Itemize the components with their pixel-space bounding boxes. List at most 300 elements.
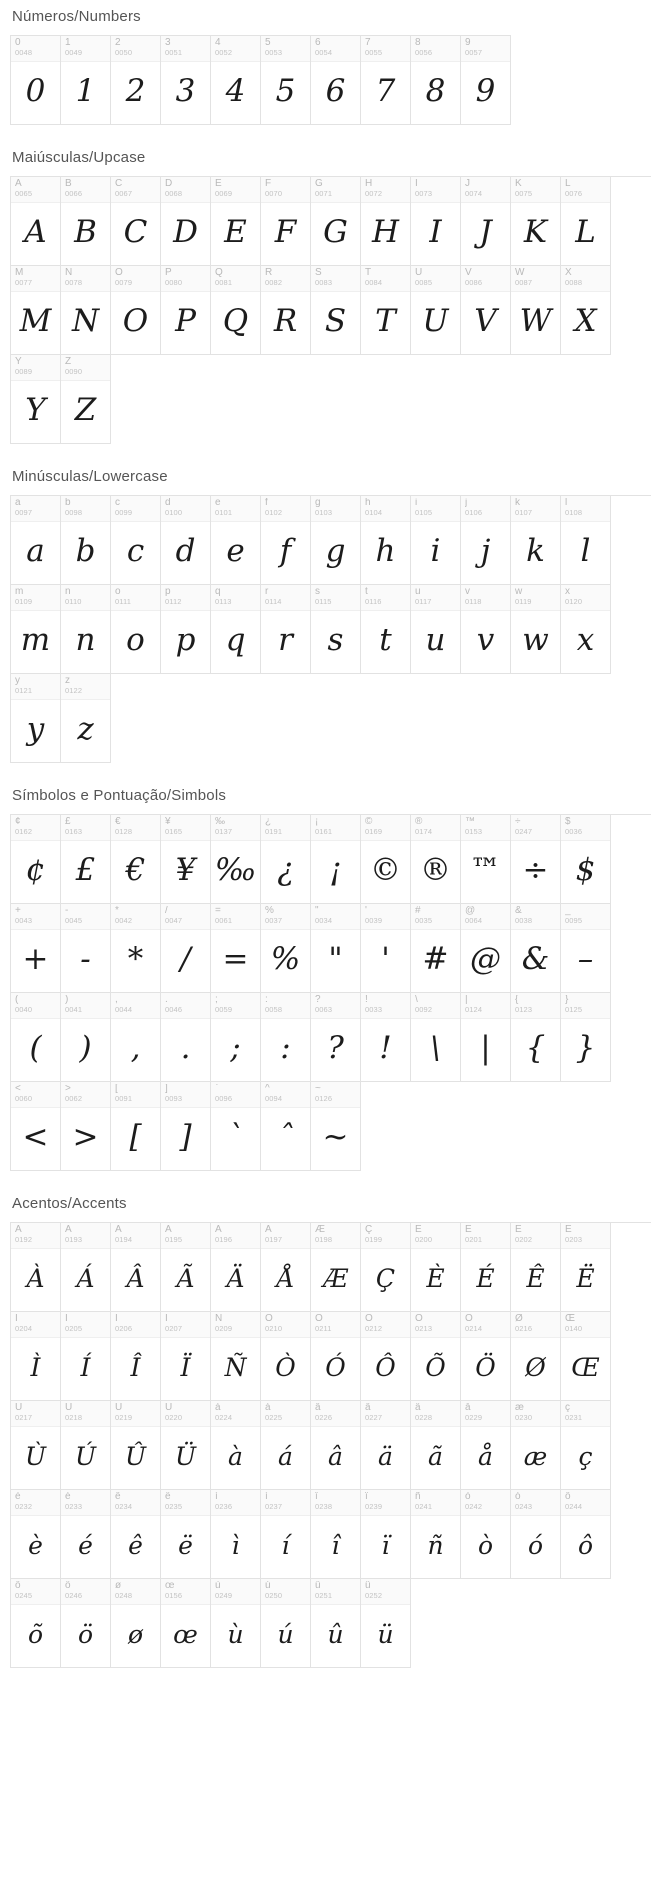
glyph-cell[interactable] [511, 1312, 561, 1401]
glyph-code-label: 0061 [215, 916, 233, 925]
glyph-cell[interactable] [11, 815, 61, 904]
glyph-preview: î [331, 1530, 340, 1560]
glyph-preview: Œ [571, 1352, 600, 1382]
glyph-cell[interactable] [361, 496, 411, 585]
glyph-code-label: 0109 [15, 597, 33, 606]
glyph-cell[interactable] [211, 1312, 261, 1401]
glyph-char-label: Â [115, 1225, 122, 1235]
glyph-cell[interactable] [261, 815, 311, 904]
glyph-preview: b [75, 533, 96, 569]
glyph-header [111, 36, 160, 62]
glyph-preview: & [521, 941, 550, 977]
glyph-cell[interactable] [111, 496, 161, 585]
glyph-cell[interactable] [161, 1579, 211, 1668]
glyph-cell[interactable] [11, 1401, 61, 1490]
glyph-code-label: 0098 [65, 508, 83, 517]
glyph-header [211, 993, 260, 1019]
glyph-preview: Ä [226, 1263, 245, 1293]
glyph-cell[interactable] [61, 177, 111, 266]
glyph-code-label: 0039 [365, 916, 383, 925]
glyph-cell[interactable] [411, 585, 461, 674]
glyph-cell[interactable] [111, 993, 161, 1082]
glyph-grid [10, 35, 511, 125]
glyph-cell[interactable] [61, 1223, 111, 1312]
glyph-cell[interactable] [311, 904, 361, 993]
glyph-header [261, 1223, 310, 1249]
glyph-code-label: 0243 [515, 1502, 533, 1511]
glyph-header [211, 1579, 260, 1605]
glyph-cell[interactable] [411, 1312, 461, 1401]
glyph-grid [10, 495, 651, 763]
glyph-grid [10, 1222, 651, 1668]
glyph-cell[interactable] [211, 904, 261, 993]
glyph-preview: á [278, 1441, 293, 1471]
glyph-code-label: 0036 [565, 827, 583, 836]
glyph-cell[interactable] [61, 496, 111, 585]
glyph-cell[interactable] [311, 496, 361, 585]
glyph-header [61, 36, 110, 62]
glyph-char-label: q [215, 587, 221, 597]
glyph-preview: ú [277, 1619, 294, 1649]
glyph-cell[interactable] [361, 585, 411, 674]
glyph-char-label: E [215, 179, 222, 189]
glyph-char-label: ® [415, 817, 423, 827]
glyph-cell[interactable] [361, 993, 411, 1082]
glyph-cell[interactable] [161, 496, 211, 585]
glyph-cell[interactable] [261, 496, 311, 585]
glyph-header [61, 355, 110, 381]
glyph-header [61, 815, 110, 841]
glyph-char-label: L [565, 179, 571, 189]
glyph-cell[interactable] [461, 266, 511, 355]
glyph-char-label: ' [365, 906, 367, 916]
glyph-cell[interactable] [161, 266, 211, 355]
glyph-code-label: 0247 [515, 827, 533, 836]
glyph-cell[interactable] [161, 36, 211, 125]
glyph-cell[interactable] [311, 815, 361, 904]
glyph-cell[interactable] [311, 1401, 361, 1490]
glyph-cell[interactable] [161, 993, 211, 1082]
glyph-cell[interactable] [261, 266, 311, 355]
glyph-cell[interactable] [311, 1223, 361, 1312]
glyph-preview: û [327, 1619, 344, 1649]
glyph-code-label: 0063 [315, 1005, 333, 1014]
glyph-cell[interactable] [111, 1490, 161, 1579]
glyph-code-label: 0137 [215, 827, 233, 836]
glyph-preview: ® [420, 852, 451, 888]
glyph-cell[interactable] [11, 1490, 61, 1579]
glyph-header [11, 1082, 60, 1108]
glyph-cell[interactable] [211, 1223, 261, 1312]
glyph-preview: V [474, 303, 497, 339]
glyph-cell[interactable] [211, 496, 261, 585]
glyph-cell[interactable] [11, 496, 61, 585]
glyph-cell[interactable] [61, 266, 111, 355]
glyph-cell[interactable] [461, 36, 511, 125]
glyph-header [561, 1490, 610, 1516]
glyph-code-label: 0067 [115, 189, 133, 198]
glyph-cell[interactable] [11, 177, 61, 266]
glyph-code-label: 0128 [115, 827, 133, 836]
glyph-cell[interactable] [11, 266, 61, 355]
glyph-cell[interactable] [511, 266, 561, 355]
glyph-char-label: Í [65, 1314, 68, 1324]
section-title: Maiúsculas/Upcase [12, 149, 146, 166]
glyph-code-label: 0211 [315, 1324, 332, 1333]
glyph-cell[interactable] [311, 1579, 361, 1668]
glyph-cell[interactable] [511, 1490, 561, 1579]
glyph-header [11, 674, 60, 700]
glyph-cell[interactable] [561, 1312, 611, 1401]
glyph-preview: Ó [325, 1352, 346, 1382]
glyph-preview: È [426, 1263, 445, 1293]
glyph-cell[interactable] [61, 36, 111, 125]
glyph-cell[interactable] [411, 266, 461, 355]
glyph-code-label: 0244 [565, 1502, 583, 1511]
glyph-cell[interactable] [61, 815, 111, 904]
glyph-cell[interactable] [61, 1082, 111, 1171]
glyph-char-label: d [165, 498, 171, 508]
glyph-char-label: À [15, 1225, 22, 1235]
glyph-code-label: 0064 [465, 916, 483, 925]
glyph-preview: ü [377, 1619, 394, 1649]
glyph-cell[interactable] [61, 674, 111, 763]
glyph-cell[interactable] [161, 1401, 211, 1490]
glyph-cell[interactable] [311, 585, 361, 674]
glyph-cell[interactable] [411, 815, 461, 904]
glyph-cell[interactable] [261, 585, 311, 674]
glyph-cell[interactable] [411, 1490, 461, 1579]
glyph-char-label: g [315, 498, 321, 508]
glyph-cell[interactable] [211, 815, 261, 904]
glyph-preview: r [278, 622, 293, 658]
glyph-cell[interactable] [311, 1490, 361, 1579]
glyph-cell[interactable] [211, 266, 261, 355]
glyph-cell[interactable] [511, 815, 561, 904]
glyph-preview: ¥ [175, 852, 196, 888]
glyph-header [161, 1082, 210, 1108]
glyph-header [11, 585, 60, 611]
glyph-cell[interactable] [111, 1082, 161, 1171]
glyph-cell[interactable] [111, 1223, 161, 1312]
glyph-char-label: * [115, 906, 119, 916]
glyph-code-label: 0072 [365, 189, 383, 198]
glyph-cell[interactable] [261, 36, 311, 125]
glyph-cell[interactable] [261, 1490, 311, 1579]
glyph-cell[interactable] [111, 266, 161, 355]
glyph-cell[interactable] [61, 1401, 111, 1490]
glyph-cell[interactable] [461, 1312, 511, 1401]
glyph-header [511, 993, 560, 1019]
glyph-cell[interactable] [511, 1223, 561, 1312]
glyph-char-label: ë [165, 1492, 171, 1502]
glyph-char-label: Ö [465, 1314, 473, 1324]
glyph-cell[interactable] [411, 496, 461, 585]
glyph-preview: 6 [325, 73, 346, 109]
glyph-cell[interactable] [511, 177, 561, 266]
glyph-code-label: 0077 [15, 278, 33, 287]
glyph-cell[interactable] [461, 815, 511, 904]
glyph-header [61, 585, 110, 611]
glyph-cell[interactable] [211, 1082, 261, 1171]
glyph-cell[interactable] [211, 177, 261, 266]
glyph-cell[interactable] [261, 1312, 311, 1401]
glyph-char-label: ø [115, 1581, 122, 1591]
glyph-char-label: > [65, 1084, 71, 1094]
glyph-cell[interactable] [461, 993, 511, 1082]
glyph-preview: - [80, 941, 91, 977]
glyph-cell[interactable] [411, 1223, 461, 1312]
glyph-cell[interactable] [511, 496, 561, 585]
glyph-cell[interactable] [61, 585, 111, 674]
glyph-cell[interactable] [161, 815, 211, 904]
glyph-cell[interactable] [361, 815, 411, 904]
glyph-header [61, 1401, 110, 1427]
glyph-preview: 3 [175, 73, 196, 109]
glyph-cell[interactable] [311, 177, 361, 266]
glyph-preview: Â [126, 1263, 145, 1293]
glyph-preview: # [422, 941, 449, 977]
glyph-cell[interactable] [361, 1490, 411, 1579]
glyph-char-label: / [165, 906, 168, 916]
glyph-cell[interactable] [561, 1490, 611, 1579]
glyph-cell[interactable] [361, 1579, 411, 1668]
glyph-cell[interactable] [361, 1223, 411, 1312]
glyph-char-label: k [515, 498, 520, 508]
glyph-cell[interactable] [511, 904, 561, 993]
glyph-preview: > [72, 1119, 99, 1155]
glyph-cell[interactable] [561, 904, 611, 993]
glyph-cell[interactable] [11, 674, 61, 763]
glyph-cell[interactable] [261, 1401, 311, 1490]
glyph-header [311, 1579, 360, 1605]
glyph-cell[interactable] [311, 266, 361, 355]
glyph-preview: : [280, 1030, 291, 1066]
glyph-cell[interactable] [161, 904, 211, 993]
glyph-header [461, 1223, 510, 1249]
glyph-cell[interactable] [211, 1401, 261, 1490]
glyph-preview: O [122, 303, 149, 339]
glyph-header [61, 266, 110, 292]
glyph-cell[interactable] [11, 1223, 61, 1312]
glyph-cell[interactable] [561, 496, 611, 585]
glyph-cell[interactable] [561, 266, 611, 355]
glyph-preview: Ñ [224, 1352, 247, 1382]
glyph-header [161, 177, 210, 203]
glyph-cell[interactable] [161, 585, 211, 674]
glyph-cell[interactable] [261, 904, 311, 993]
glyph-code-label: 0103 [315, 508, 333, 517]
glyph-cell[interactable] [111, 585, 161, 674]
glyph-char-label: D [165, 179, 173, 189]
glyph-char-label: © [365, 817, 373, 827]
glyph-cell[interactable] [461, 496, 511, 585]
glyph-cell[interactable] [11, 585, 61, 674]
glyph-preview: ÷ [522, 852, 549, 888]
glyph-header [161, 815, 210, 841]
glyph-char-label: ò [465, 1492, 471, 1502]
glyph-code-label: 0237 [265, 1502, 283, 1511]
glyph-cell[interactable] [511, 993, 561, 1082]
glyph-code-label: 0044 [115, 1005, 133, 1014]
glyph-cell[interactable] [111, 36, 161, 125]
glyph-cell[interactable] [61, 1490, 111, 1579]
glyph-cell[interactable] [561, 1401, 611, 1490]
glyph-char-label: J [465, 179, 470, 189]
glyph-cell[interactable] [361, 904, 411, 993]
glyph-code-label: 0041 [65, 1005, 83, 1014]
glyph-cell[interactable] [511, 1401, 561, 1490]
glyph-cell[interactable] [261, 1223, 311, 1312]
glyph-cell[interactable] [411, 177, 461, 266]
glyph-cell[interactable] [61, 355, 111, 444]
glyph-cell[interactable] [361, 36, 411, 125]
glyph-cell[interactable] [11, 36, 61, 125]
glyph-char-label: 1 [65, 38, 71, 48]
glyph-preview: 4 [225, 73, 246, 109]
glyph-preview: Ã [176, 1263, 195, 1293]
glyph-code-label: 0194 [115, 1235, 133, 1244]
glyph-cell[interactable] [211, 993, 261, 1082]
glyph-header [361, 1401, 410, 1427]
glyph-cell[interactable] [261, 1082, 311, 1171]
glyph-code-label: 0069 [215, 189, 233, 198]
glyph-cell[interactable] [161, 1082, 211, 1171]
glyph-cell[interactable] [361, 177, 411, 266]
glyph-cell[interactable] [561, 815, 611, 904]
glyph-code-label: 0196 [215, 1235, 233, 1244]
glyph-cell[interactable] [561, 1223, 611, 1312]
glyph-char-label: ñ [415, 1492, 421, 1502]
glyph-header [411, 904, 460, 930]
glyph-preview: Ç [375, 1263, 396, 1293]
glyph-cell[interactable] [311, 36, 361, 125]
glyph-header [411, 1223, 460, 1249]
glyph-cell[interactable] [461, 1490, 511, 1579]
glyph-char-label: ä [415, 1403, 421, 1413]
glyph-header [311, 266, 360, 292]
glyph-cell[interactable] [11, 355, 61, 444]
glyph-cell[interactable] [111, 177, 161, 266]
glyph-cell[interactable] [161, 1490, 211, 1579]
glyph-code-label: 0057 [465, 48, 483, 57]
glyph-preview: é [78, 1530, 93, 1560]
glyph-cell[interactable] [461, 585, 511, 674]
glyph-cell[interactable] [411, 36, 461, 125]
glyph-preview: p [175, 622, 196, 658]
glyph-cell[interactable] [61, 993, 111, 1082]
glyph-cell[interactable] [161, 1312, 211, 1401]
glyph-char-label: ç [565, 1403, 570, 1413]
glyph-header [11, 904, 60, 930]
glyph-cell[interactable] [61, 904, 111, 993]
glyph-cell[interactable] [411, 904, 461, 993]
glyph-cell[interactable] [111, 1312, 161, 1401]
glyph-cell[interactable] [161, 1223, 211, 1312]
glyph-cell[interactable] [111, 815, 161, 904]
glyph-cell[interactable] [11, 1579, 61, 1668]
glyph-code-label: 0110 [65, 597, 82, 606]
glyph-char-label: 9 [465, 38, 471, 48]
glyph-code-label: 0219 [115, 1413, 133, 1422]
glyph-header [11, 1312, 60, 1338]
glyph-cell[interactable] [461, 177, 511, 266]
glyph-preview: Ü [174, 1441, 197, 1471]
glyph-cell[interactable] [211, 36, 261, 125]
glyph-cell[interactable] [11, 904, 61, 993]
glyph-cell[interactable] [261, 177, 311, 266]
glyph-cell[interactable] [261, 1579, 311, 1668]
glyph-header [461, 993, 510, 1019]
glyph-preview: t [379, 622, 392, 658]
glyph-cell[interactable] [461, 904, 511, 993]
glyph-preview: T [375, 303, 396, 339]
glyph-char-label: # [415, 906, 421, 916]
glyph-header [11, 36, 60, 62]
glyph-cell[interactable] [211, 1490, 261, 1579]
glyph-cell[interactable] [161, 177, 211, 266]
glyph-cell[interactable] [511, 585, 561, 674]
glyph-cell[interactable] [261, 993, 311, 1082]
glyph-char-label: È [415, 1225, 422, 1235]
glyph-header [461, 36, 510, 62]
glyph-cell[interactable] [111, 1401, 161, 1490]
glyph-cell[interactable] [111, 1579, 161, 1668]
glyph-code-label: 0082 [265, 278, 283, 287]
glyph-cell[interactable] [211, 1579, 261, 1668]
glyph-preview: w [522, 622, 549, 658]
glyph-code-label: 0097 [15, 508, 33, 517]
glyph-cell[interactable] [11, 1312, 61, 1401]
glyph-preview: – [577, 941, 594, 977]
glyph-cell[interactable] [411, 993, 461, 1082]
glyph-header [511, 177, 560, 203]
glyph-cell[interactable] [361, 1312, 411, 1401]
glyph-cell[interactable] [11, 1082, 61, 1171]
glyph-cell[interactable] [461, 1401, 511, 1490]
glyph-code-label: 0093 [165, 1094, 183, 1103]
glyph-char-label: v [465, 587, 470, 597]
glyph-cell[interactable] [11, 993, 61, 1082]
glyph-cell[interactable] [311, 1312, 361, 1401]
glyph-char-label: j [465, 498, 468, 508]
glyph-cell[interactable] [561, 993, 611, 1082]
glyph-preview: 0 [25, 73, 46, 109]
glyph-code-label: 0125 [565, 1005, 583, 1014]
glyph-char-label: Û [115, 1403, 123, 1413]
glyph-preview: | [480, 1030, 491, 1066]
glyph-cell[interactable] [311, 993, 361, 1082]
glyph-cell[interactable] [561, 177, 611, 266]
glyph-char-label: | [465, 995, 468, 1005]
glyph-char-label: â [315, 1403, 321, 1413]
glyph-code-label: 0115 [315, 597, 332, 606]
glyph-cell[interactable] [211, 585, 261, 674]
glyph-preview: W [519, 303, 552, 339]
glyph-preview: í [281, 1530, 290, 1560]
glyph-code-label: 0228 [415, 1413, 433, 1422]
glyph-cell[interactable] [111, 904, 161, 993]
glyph-cell[interactable] [311, 1082, 361, 1171]
glyph-cell[interactable] [561, 585, 611, 674]
glyph-code-label: 0047 [165, 916, 183, 925]
glyph-cell[interactable] [61, 1579, 111, 1668]
glyph-cell[interactable] [361, 1401, 411, 1490]
glyph-cell[interactable] [461, 1223, 511, 1312]
glyph-cell[interactable] [411, 1401, 461, 1490]
glyph-cell[interactable] [61, 1312, 111, 1401]
glyph-cell[interactable] [361, 266, 411, 355]
